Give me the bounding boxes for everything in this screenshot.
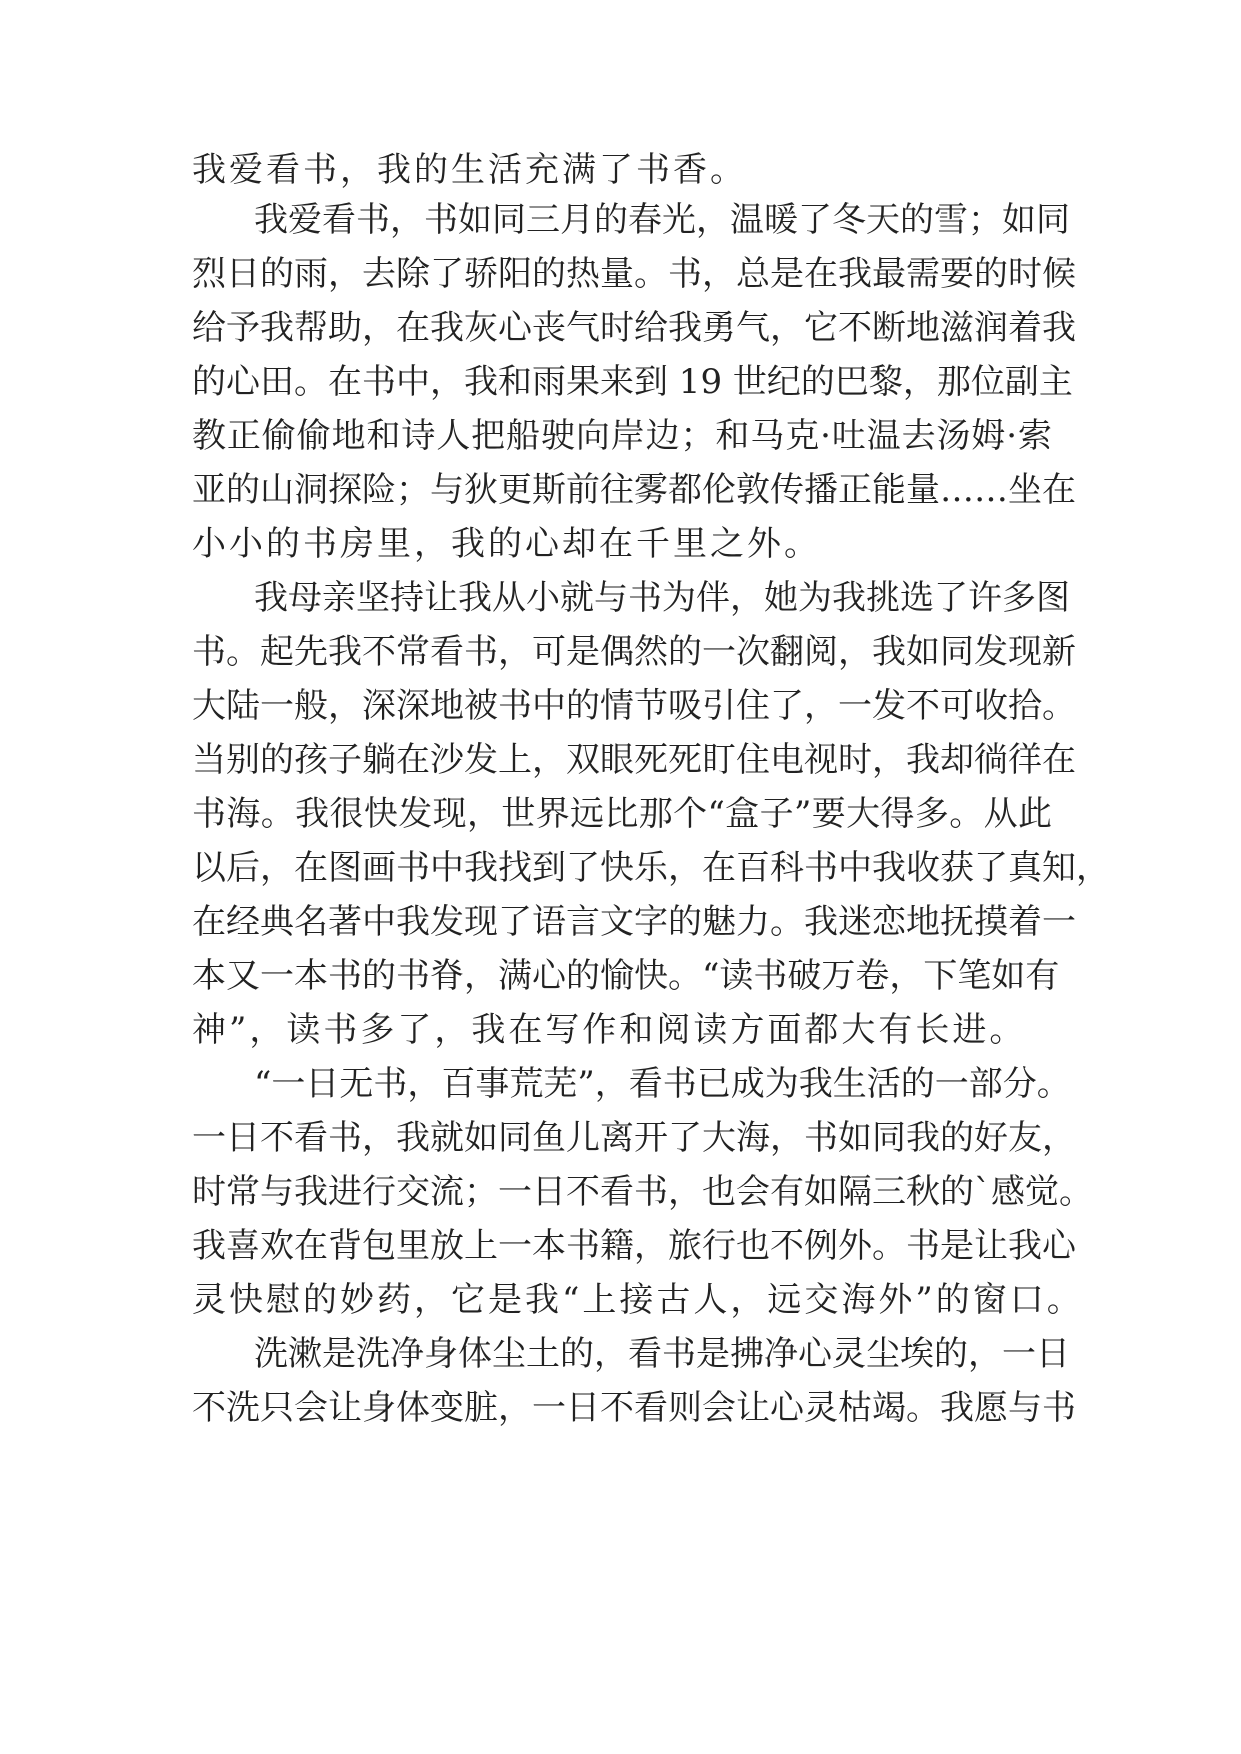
text-line: 当别的孩子躺在沙发上，双眼死死盯住电视时，我却徜徉在 <box>192 740 1076 780</box>
text-line: 不洗只会让身体变脏，一日不看则会让心灵枯竭。我愿与书 <box>192 1388 1076 1428</box>
text-line: 书海。我很快发现，世界远比那个“盒子”要大得多。从此 <box>192 794 1052 834</box>
text-line: 我母亲坚持让我从小就与书为伴，她为我挑选了许多图 <box>254 578 1070 618</box>
text-line: 亚的山洞探险；与狄更斯前往雾都伦敦传播正能量……坐在 <box>192 470 1076 510</box>
text-line: 教正偷偷地和诗人把船驶向岸边；和马克·吐温去汤姆·索 <box>192 416 1052 456</box>
text-line: 书。起先我不常看书，可是偶然的一次翻阅，我如同发现新 <box>192 632 1076 672</box>
text-line: 时常与我进行交流；一日不看书，也会有如隔三秋的`感觉。 <box>192 1172 1093 1212</box>
text-line: “一日无书，百事荒芜”，看书已成为我生活的一部分。 <box>254 1064 1071 1104</box>
text-line: 神”，读书多了，我在写作和阅读方面都大有长进。 <box>192 1010 1027 1050</box>
text-line: 的心田。在书中，我和雨果来到 19 世纪的巴黎，那位副主 <box>192 362 1073 402</box>
text-line: 一日不看书，我就如同鱼儿离开了大海，书如同我的好友， <box>192 1118 1076 1158</box>
text-line: 以后，在图画书中我找到了快乐，在百科书中我收获了真知， <box>192 848 1110 888</box>
text-line: 本又一本书的书脊，满心的愉快。“读书破万卷，下笔如有 <box>192 956 1060 996</box>
text-line: 洗漱是洗净身体尘土的，看书是拂净心灵尘埃的，一日 <box>254 1334 1070 1374</box>
text-line: 烈日的雨，去除了骄阳的热量。书，总是在我最需要的时候 <box>192 254 1076 294</box>
text-line: 大陆一般，深深地被书中的情节吸引住了，一发不可收拾。 <box>192 686 1076 726</box>
text-line: 灵快慰的妙药，它是我“上接古人，远交海外”的窗口。 <box>192 1280 1084 1320</box>
text-line: 给予我帮助，在我灰心丧气时给我勇气，它不断地滋润着我 <box>192 308 1076 348</box>
text-line: 小小的书房里，我的心却在千里之外。 <box>192 524 821 564</box>
text-line: 我爱看书，我的生活充满了书香。 <box>192 150 747 190</box>
text-line: 在经典名著中我发现了语言文字的魅力。我迷恋地抚摸着一 <box>192 902 1076 942</box>
text-line: 我喜欢在背包里放上一本书籍，旅行也不例外。书是让我心 <box>192 1226 1076 1266</box>
text-line: 我爱看书，书如同三月的春光，温暖了冬天的雪；如同 <box>254 200 1070 240</box>
